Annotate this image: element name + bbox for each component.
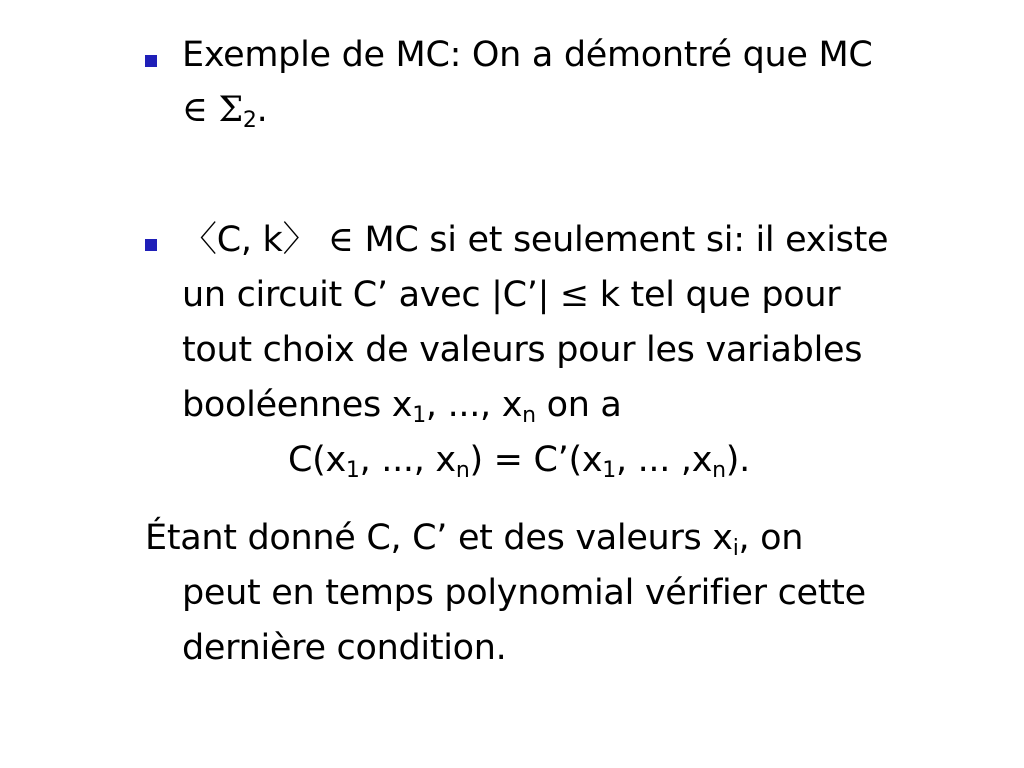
period: . xyxy=(256,90,268,130)
paragraph-line-2: peut en temps polynomial vérifier cette xyxy=(182,573,866,613)
equation-sub-3: 1 xyxy=(602,458,616,483)
bullet-1-line-2 xyxy=(182,83,994,138)
paragraph-line-1-a: Étant donné C, C’ et des valeurs x xyxy=(145,518,733,558)
equation xyxy=(288,433,750,488)
element-of-symbol: ∈ xyxy=(182,90,208,130)
bullet-item-1 xyxy=(182,28,994,138)
sigma-subscript: 2 xyxy=(242,108,257,133)
bullet-2-line-3: tout choix de valeurs pour les variables xyxy=(182,330,863,370)
bullet-2-line-1 xyxy=(182,213,994,268)
bullet-1-line-1: Exemple de MC: On a démontré que MC xyxy=(182,35,873,75)
bullet-2-line-4-c: on a xyxy=(535,385,622,425)
left-angle-bracket: 〈 xyxy=(182,220,217,260)
bullet-marker-2 xyxy=(145,239,157,251)
equation-part-4: , ... ,x xyxy=(615,440,713,480)
bullet-item-2 xyxy=(182,213,994,433)
sigma-symbol: Σ xyxy=(218,90,243,130)
equation-part-2: , ..., x xyxy=(359,440,456,480)
equation-sub-1: 1 xyxy=(345,458,360,483)
element-of-symbol: ∈ xyxy=(328,220,354,260)
equation-part-1: C(x xyxy=(288,440,346,480)
conclusion-paragraph xyxy=(145,511,994,676)
bullet-2-line-4-a: booléennes x xyxy=(182,385,413,425)
equation-part-3: ) = C’(x xyxy=(469,440,603,480)
bullet-2-line-4-b: , ..., x xyxy=(425,385,523,425)
subscript-n: n xyxy=(522,403,536,428)
equation-sub-4: n xyxy=(712,458,726,483)
bullet-2-line-4 xyxy=(182,378,994,433)
leq-symbol: ≤ xyxy=(559,275,589,315)
pair-text: C, k xyxy=(216,220,283,260)
bullet-2-line-1-rest: MC si et seulement si: il existe xyxy=(364,220,889,260)
bullet-2-line-2-b: k tel que pour xyxy=(599,275,841,315)
equation-sub-2: n xyxy=(455,458,470,483)
subscript-i: i xyxy=(732,536,739,561)
bullet-2-line-2 xyxy=(182,268,994,323)
paragraph-line-1 xyxy=(145,511,994,566)
paragraph-line-3: dernière condition. xyxy=(182,628,507,668)
paragraph-line-1-b: , on xyxy=(738,518,804,558)
bullet-2-line-2-a: un circuit C’ avec |C’| xyxy=(182,275,550,315)
subscript-1: 1 xyxy=(412,403,426,428)
right-angle-bracket: 〉 xyxy=(282,220,318,260)
bullet-marker-1 xyxy=(145,55,157,67)
equation-part-5: ). xyxy=(725,440,750,480)
